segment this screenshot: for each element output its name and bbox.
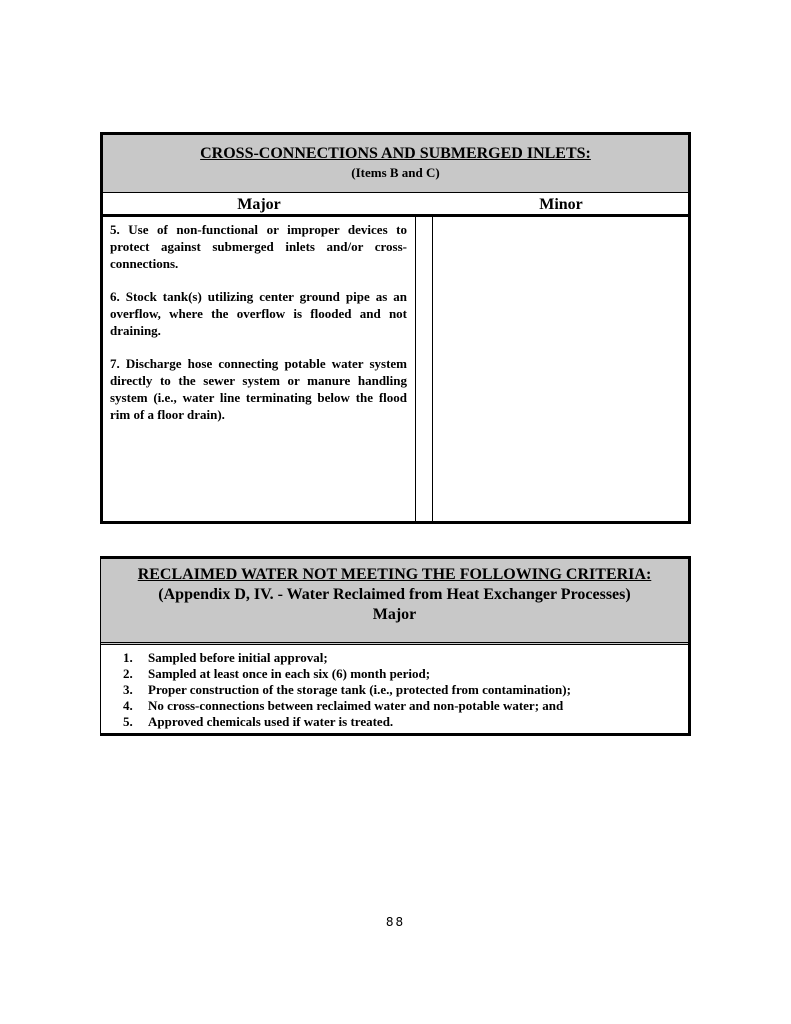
item-text: Approved chemicals used if water is treated. <box>148 714 394 729</box>
item-number: 2. <box>123 666 133 681</box>
column-header-minor: Minor <box>539 196 583 213</box>
criteria-list <box>123 650 678 730</box>
reclaimed-water-table <box>100 556 691 736</box>
list-item <box>123 650 678 666</box>
item-number: 5. <box>123 714 133 729</box>
item-text: Proper construction of the storage tank (i.e., protected from contamination); <box>148 682 571 697</box>
table-header <box>103 135 688 193</box>
table-subtitle: (Items B and C) <box>351 165 440 180</box>
item-text: No cross-connections between reclaimed water and non-potable water; and <box>148 698 564 713</box>
table-header <box>101 559 688 645</box>
item-number: 3. <box>123 682 133 697</box>
list-item <box>123 698 678 714</box>
table-subtitle: (Appendix D, IV. - Water Reclaimed from Heat Exchanger Processes) <box>158 586 631 603</box>
cross-connections-table <box>100 132 691 524</box>
table-title: RECLAIMED WATER NOT MEETING THE FOLLOWING CRITERIA: <box>137 566 652 583</box>
column-header-row <box>103 193 688 217</box>
column-divider <box>415 217 416 521</box>
item-number: 1. <box>123 650 133 665</box>
list-item: 5. Use of non-functional or improper devices to protect against submerged inlets and/or cross-connections. <box>110 222 407 271</box>
major-items-cell <box>110 221 407 439</box>
item-text: Sampled at least once in each six (6) month period; <box>148 666 431 681</box>
list-item <box>123 666 678 682</box>
list-item: 7. Discharge hose connecting potable water system directly to the sewer system or manure handling system (i.e., water line terminating below the flood rim of a floor drain). <box>110 356 407 422</box>
list-item <box>123 682 678 698</box>
item-number: 4. <box>123 698 133 713</box>
list-item: 6. Stock tank(s) utilizing center ground pipe as an overflow, where the overflow is flooded and not draining. <box>110 289 407 338</box>
list-item <box>123 714 678 730</box>
page-number: 88 <box>385 915 406 929</box>
item-text: Sampled before initial approval; <box>148 650 328 665</box>
table-title: CROSS-CONNECTIONS AND SUBMERGED INLETS: <box>200 145 591 162</box>
column-header-major: Major <box>237 196 281 213</box>
column-divider <box>432 217 433 521</box>
table-body <box>103 217 688 521</box>
column-header-major: Major <box>372 606 417 623</box>
